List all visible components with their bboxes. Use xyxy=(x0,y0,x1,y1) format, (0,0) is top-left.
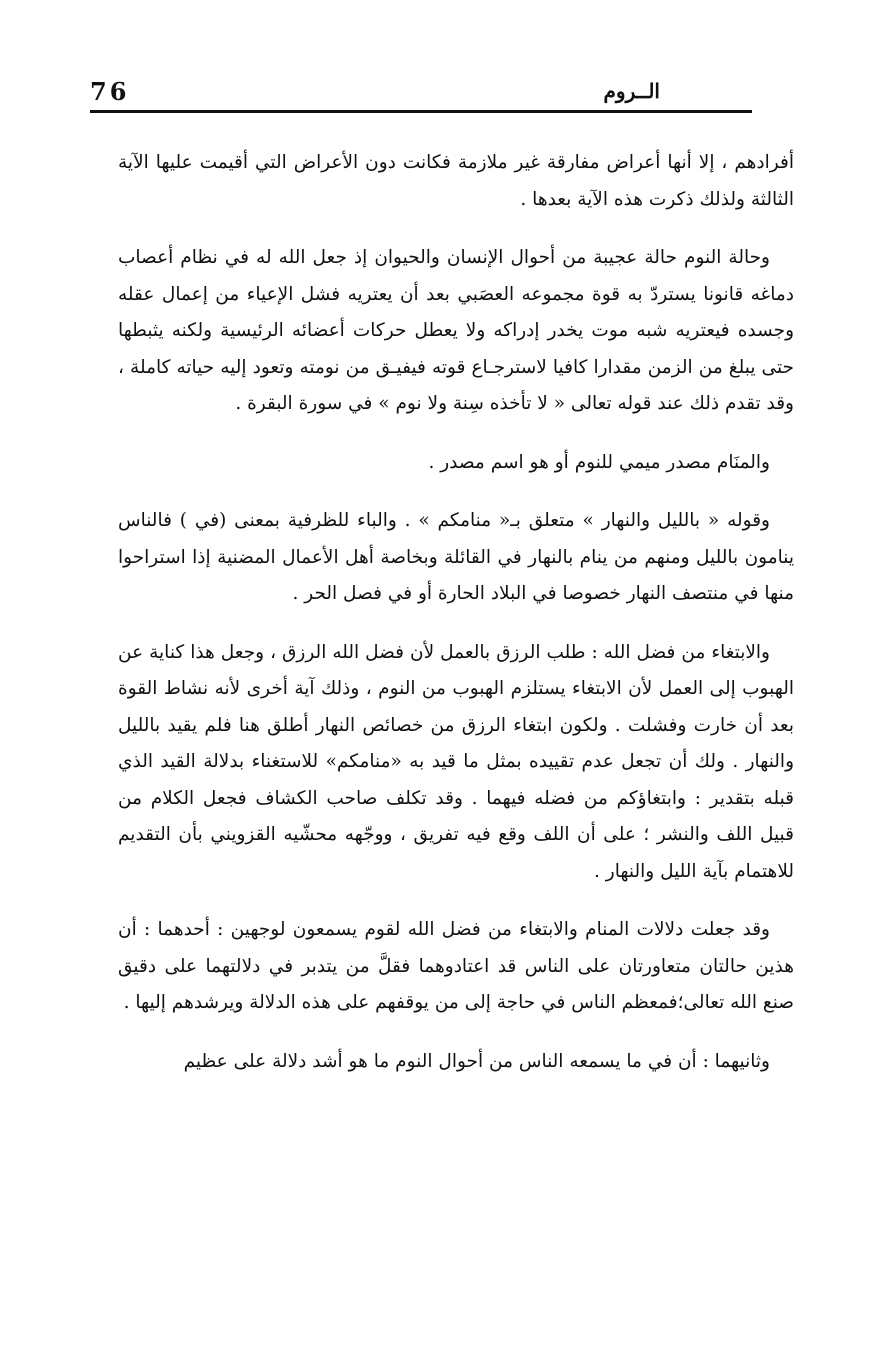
page-number: 76 xyxy=(90,76,130,106)
paragraph-3: والمنَام مصدر ميمي للنوم أو هو اسم مصدر . xyxy=(428,451,770,473)
paragraph-6: وقد جعلت دلالات المنام والابتغاء من فضل الله لقوم يسمعون لوجهين : أحدهما : أن هذين حالتان متعاورتان على الناس قد اعتادوهما فقلَّ من يتدبر في دلالتهما على دقيق صنع الله تعالى؛فمعظم الناس في حاجة إلى من يوقفهم على هذه الدلالة ويرشدهم إليها . xyxy=(118,919,794,1013)
page-header xyxy=(90,72,750,110)
running-title: الــروم xyxy=(603,79,660,103)
paragraph-4: وقوله « بالليل والنهار » متعلق بـ« منامكم » . والباء للظرفية بمعنى (في ) فالناس ينامون بالليل ومنهم من ينام بالنهار في القائلة وبخاصة أهل الأعمال المضنية إذا استراحوا منها في منتصف النهار خصوصا في البلاد الحارة أو في فصل الحر . xyxy=(118,510,794,604)
page-body xyxy=(118,145,794,1102)
header-rule xyxy=(90,110,752,113)
paragraph-5: والابتغاء من فضل الله : طلب الرزق بالعمل لأن فضل الله الرزق ، وجعل هذا كناية عن الهبوب إلى العمل لأن الابتغاء يستلزم الهبوب من النوم ، وذلك آية أخرى لأنه نشاط القوة بعد أن خارت وفشلت . ولكون ابتغاء الرزق من خصائص النهار أطلق هنا فلم يقيد بالليل والنهار . ولك أن تجعل عدم تقييده بمثل ما قيد به «منامكم» للاستغناء بدلالة القيد الذي قبله بتقدير : وابتغاؤكم من فضله فيهما . وقد تكلف صاحب الكشاف فجعل الكلام من قبيل اللف والنشر ؛ على أن اللف وقع فيه تفريق ، ووجّهه محشّيه القزويني بأن التقديم للاهتمام بآية الليل والنهار . xyxy=(118,641,794,882)
paragraph-2: وحالة النوم حالة عجيبة من أحوال الإنسان والحيوان إذ جعل الله له في نظام أعصاب دماغه قانونا يستردّ به قوة مجموعه العصَبي بعد أن يعتريه فشل الإعياء من إعمال عقله وجسده فيعتريه شبه موت يخدر إدراكه ولا يعطل حركات أعضائه الرئيسية ولكنه يثبطها حتى يبلغ من الزمن مقدارا كافيا لاسترجـاع قوته فيفيـق من نومته وتعود إليه حياته كاملة ، وقد تقدم ذلك عند قوله تعالى « لا تأخذه سِنة ولا نوم » في سورة البقرة . xyxy=(118,247,794,414)
paragraph-1: أفرادهم ، إلا أنها أعراض مفارقة غير ملازمة فكانت دون الأعراض التي أقيمت عليها الآية الثالثة ولذلك ذكرت هذه الآية بعدها . xyxy=(118,152,794,210)
paragraph-7: وثانيهما : أن في ما يسمعه الناس من أحوال النوم ما هو أشد دلالة على عظيم xyxy=(183,1050,770,1072)
